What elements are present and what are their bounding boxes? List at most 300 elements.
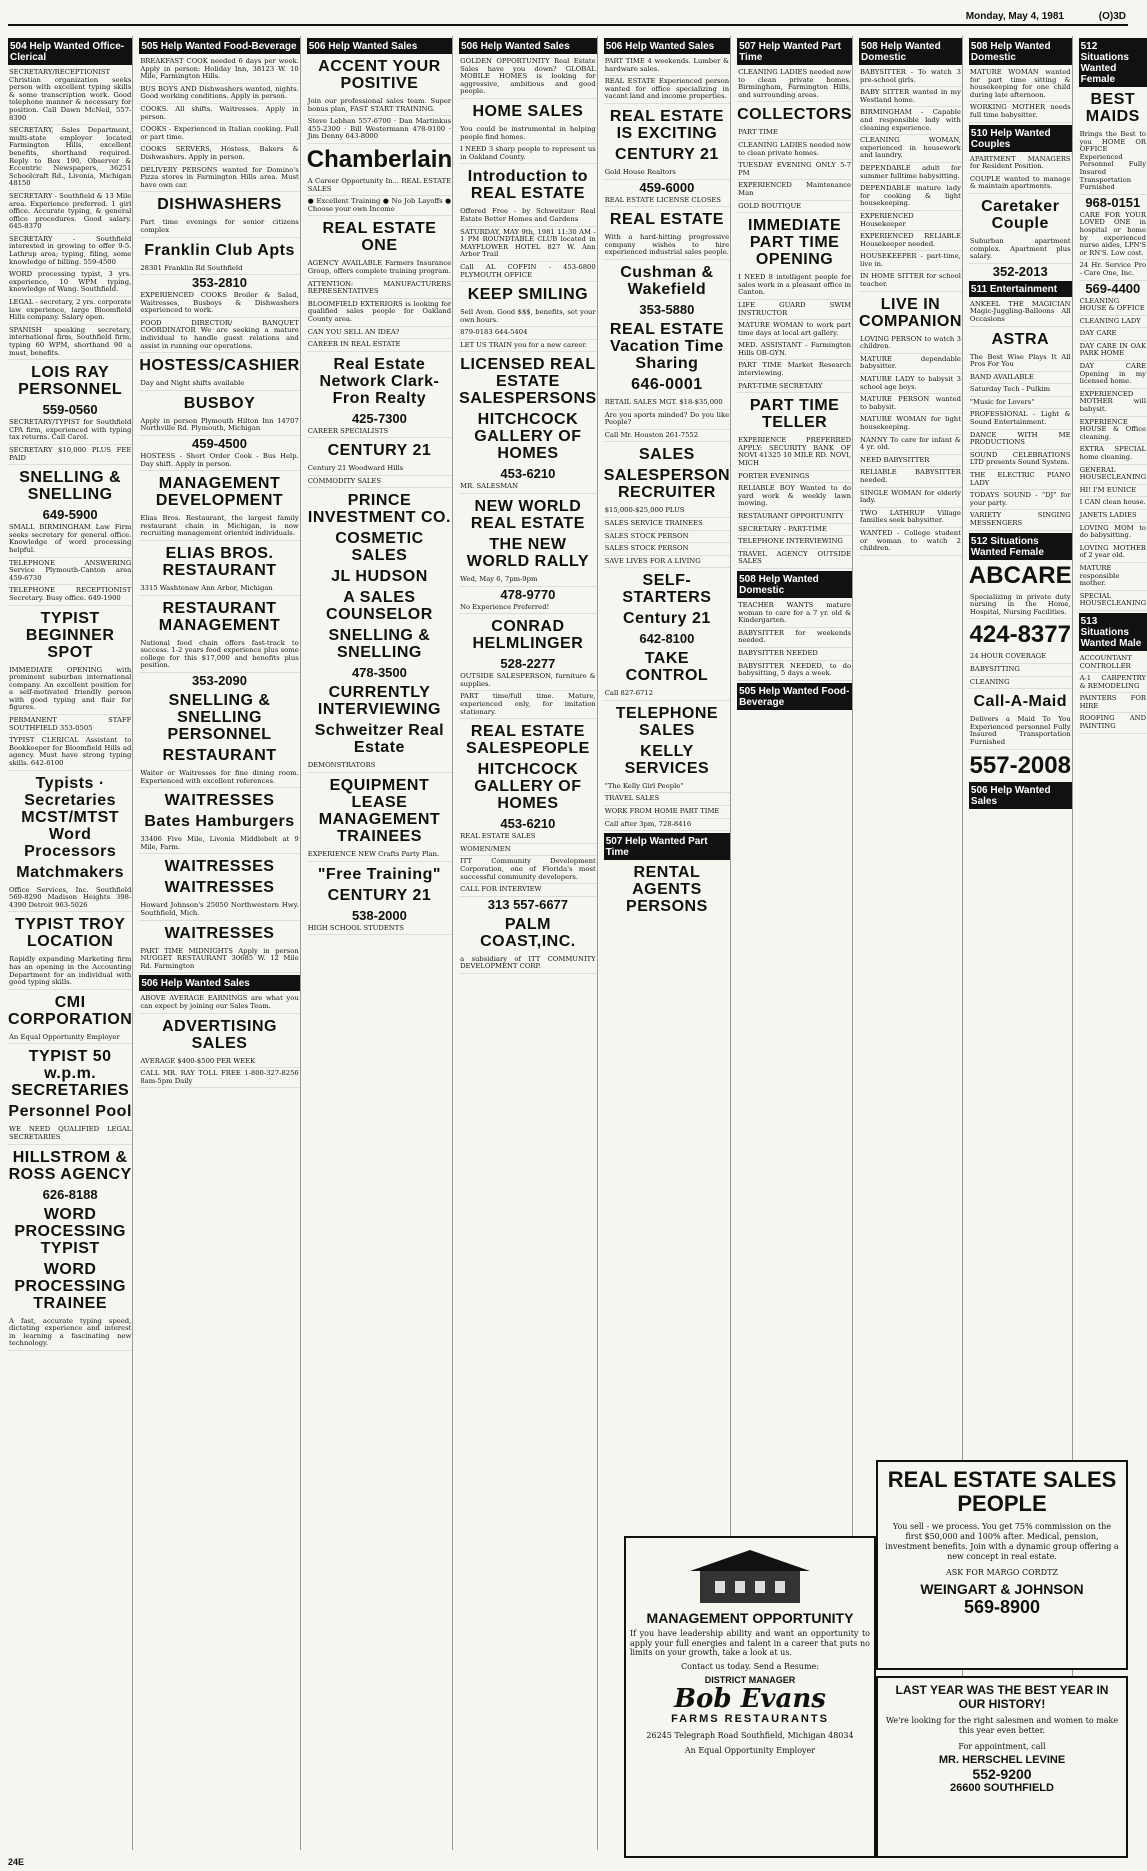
page-date: Monday, May 4, 1981	[965, 11, 1064, 22]
ad-phone: 425-7300	[351, 410, 407, 426]
classified-ad: PORTER EVENINGS	[737, 471, 852, 484]
classified-ad: DEPENDABLE adult for summer fulltime babysitting.	[859, 163, 962, 183]
ad-headline: COLLECTORS	[737, 106, 853, 124]
ad-phone: 642-8100	[639, 631, 695, 647]
classified-ad: Gold House Realtors	[604, 167, 730, 180]
classified-ad: TUESDAY EVENING ONLY 5-7 PM	[737, 160, 852, 180]
best-year-headline: LAST YEAR WAS THE BEST YEAR IN OUR HISTORY!	[895, 1683, 1109, 1711]
classified-ad: CLEANING LADIES needed now to clean private homes.	[737, 140, 852, 160]
classified-ad: SECRETARY - Southfield & 13 Mile area. Experience preferred. 1 girl office. Accurate typing, & general office procedures. Good salary. 645-8370	[8, 191, 132, 234]
classified-ad: LOVING MOM to do babysitting.	[1079, 523, 1147, 543]
classified-ad: ATTENTION: MANUFACTURERS REPRESENTATIVES	[307, 279, 452, 299]
classified-ad: CAN YOU SELL AN IDEA?	[307, 327, 452, 340]
ad-headline: Caretaker Couple	[981, 197, 1060, 232]
ad-headline: TYPIST BEGINNER SPOT	[25, 609, 115, 661]
restaurant-illustration	[680, 1546, 820, 1606]
classified-ad: BABYSITTER for weekends needed.	[737, 628, 852, 648]
ad-headline: Personnel Pool	[8, 1103, 132, 1121]
ad-headline: LICENSED REAL ESTATE SALESPERSONS	[459, 356, 597, 408]
classified-ad: Suburban apartment complex. Apartment plus salary.	[969, 236, 1072, 264]
ad-headline: TYPIST 50 w.p.m. SECRETARIES	[11, 1048, 130, 1100]
ad-headline: PRINCE INVESTMENT CO.	[307, 492, 451, 527]
classified-ad: HIGH SCHOOL STUDENTS	[307, 923, 452, 936]
ad-headline: EQUIPMENT LEASE MANAGEMENT TRAINEES	[318, 777, 441, 846]
classified-ad: IMMEDIATE OPENING with prominent suburban international company. An excellent position for a self-motivated friendly person with good typing and flair for figures.	[8, 665, 132, 716]
classified-ad: PART time/full time. Mature, experienced only, for imitation stationary.	[459, 691, 597, 719]
section-heading: 508 Help Wanted Domestic	[737, 571, 852, 598]
ad-headline: Call-A-Maid	[973, 693, 1067, 711]
ad-headline: RESTAURANT	[162, 746, 277, 764]
classified-ad: GOLD BOUTIQUE	[737, 201, 852, 214]
classified-ad: 3315 Washtenaw Ann Arbor, Michigan	[139, 583, 299, 596]
section-heading: 506 Help Wanted Sales	[459, 38, 597, 54]
section-heading: 505 Help Wanted Food-Beverage	[737, 683, 852, 710]
section-heading: 510 Help Wanted Couples	[969, 125, 1072, 152]
ad-headline: WAITRESSES	[164, 792, 275, 810]
best-year-body: We're looking for the right salesmen and women to make this year even better.	[885, 1716, 1119, 1735]
classified-ad: HI! I'M EUNICE	[1079, 485, 1147, 498]
classified-ad: SALES SERVICE TRAINEES	[604, 518, 730, 531]
classified-ad: BREAKFAST COOK needed 6 days per week. Apply in person: Holiday Inn, 38123 W. 10 Mile, Farmington Hills.	[139, 56, 299, 84]
classified-ad: TYPIST CLERICAL Assistant to Bookkeeper for Bloomfield Hills ad agency. Must have strong typing skills. 642-6100	[8, 735, 132, 770]
section-heading: 506 Help Wanted Sales	[969, 782, 1072, 809]
classified-ad: HOUSEKEEPER - part-time, live in.	[859, 251, 962, 271]
classified-column	[459, 36, 598, 1850]
ad-phone: 528-2277	[500, 656, 556, 672]
ad-headline: CENTURY 21	[615, 145, 719, 163]
ad-headline: THE NEW WORLD RALLY	[466, 536, 590, 571]
ad-phone: 478-9770	[500, 586, 556, 602]
classified-ad: COUPLE wanted to manage & maintain apartments.	[969, 174, 1072, 194]
ad-headline: COSMETIC SALES	[335, 530, 424, 565]
classified-ad: MR. SALESMAN	[459, 481, 597, 494]
classified-ad: Elias Bros. Restaurant, the largest family restaurant chain in Michigan, is now recruiting management oriented individuals.	[139, 513, 299, 541]
classified-ad: CLEANING LADIES needed now to clean private homes. Birmingham, Farmington Hills, and surrounding areas.	[737, 67, 852, 102]
bob-evans-logo-sub: FARMS RESTAURANTS	[671, 1712, 829, 1725]
classified-ad: LIFE GUARD SWIM INSTRUCTOR	[737, 300, 852, 320]
ad-headline: LOIS RAY PERSONNEL	[18, 364, 123, 399]
real-estate-company: WEINGART & JOHNSON	[920, 1581, 1084, 1597]
classified-ad: WOMEN/MEN	[459, 844, 597, 857]
best-year-name: MR. HERSCHEL LEVINE	[938, 1754, 1066, 1766]
classified-ad: SECRETARY, Sales Department, multi-state employer located Farmington Hills, excellent benefits, shorthand required. Reply to Box 190, Observer & Eccentric Newspapers, 36251 Schoolcraft Rd., Livonia, Michigan 48150	[8, 125, 132, 191]
best-year-address: 26600 SOUTHFIELD	[950, 1782, 1054, 1794]
classified-ad: WORK FROM HOME PART TIME	[604, 806, 730, 819]
classified-ad: MATURE dependable babysitter.	[859, 354, 962, 374]
section-heading: 506 Help Wanted Sales	[307, 38, 452, 54]
classified-ad: TELEPHONE INTERVIEWING	[737, 536, 852, 549]
classified-ad: PROFESSIONAL - Light & Sound Entertainment.	[969, 409, 1072, 429]
classified-ad: SMALL BIRMINGHAM Law Firm seeks secretary for general office. Knowledge of word processing helpful.	[8, 522, 132, 557]
classified-ad: TRAVEL SALES	[604, 793, 730, 806]
ad-phone: 538-2000	[351, 907, 407, 923]
ad-headline: KELLY SERVICES	[624, 742, 710, 777]
page-number: 24E	[8, 1857, 25, 1867]
classified-ad: Delivers a Maid To You Experienced personnel Fully Insured Transportation Furnished	[969, 714, 1072, 749]
ad-phone: 353-2090	[192, 672, 247, 688]
classified-ad: TEACHER WANTS mature woman to care for a 7 yr. old & Kindergarten.	[737, 600, 852, 628]
ad-phone: 313 557-6677	[487, 896, 569, 912]
classified-ad: BABYSITTER NEEDED	[737, 648, 852, 661]
bob-evans-body: If you have leadership ability and want an opportunity to apply your full energies and talent in a career that puts no limits on your growth, take a look at us.	[630, 1629, 870, 1657]
ad-headline: A SALES COUNSELOR	[326, 589, 433, 624]
ad-phone: 559-0560	[42, 402, 98, 418]
classified-ad: Century 21 Woodward Hills	[307, 463, 452, 476]
best-year-phone: 552-9200	[972, 1766, 1032, 1782]
classified-ad: ● Excellent Training ● No Job Layoffs ● Choose your own Income	[307, 196, 452, 216]
classified-ad: CALL MR. RAY TOLL FREE 1-800-327-8256 8am-5pm Daily	[139, 1068, 299, 1088]
best-year-contact: For appointment, call	[958, 1742, 1046, 1751]
classified-ad: Part time evenings for senior citizens complex	[139, 217, 299, 237]
classified-ad: CAREER SPECIALISTS	[307, 426, 452, 439]
section-heading: 512 Situations Wanted Female	[969, 533, 1072, 560]
bob-evans-contact: Contact us today. Send a Resume:	[681, 1661, 819, 1671]
ad-headline: IMMEDIATE PART TIME OPENING	[748, 217, 842, 269]
ad-phone: 478-3500	[351, 665, 407, 681]
classified-ad: With a hard-hitting progressive company wishes to hire experienced industrial sales people.	[604, 232, 730, 260]
classified-ad: SINGLE WOMAN for elderly lady.	[859, 488, 962, 508]
ad-headline: RENTAL AGENTS PERSONS	[626, 864, 708, 916]
classified-ad: PART-TIME SECRETARY	[737, 381, 852, 394]
classified-ad: EXPERIENCE PREFERRED APPLY: SECURITY BANK OF NOVI 41325 10 MILE RD. NOVI, MICH	[737, 435, 852, 470]
classified-ad: ITT Community Development Corporation, one of Florida's most successful community developers.	[459, 856, 597, 884]
ad-phone: 569-4400	[1085, 280, 1141, 296]
ad-headline: SALESPERSON RECRUITER	[603, 467, 731, 502]
ad-phone: 459-6000	[639, 179, 695, 195]
classified-ad: CALL FOR INTERVIEW	[459, 884, 597, 897]
classified-ad: SPANISH speaking secretary, international firm, Southfield firm, typing 60 WPM, shorthand 90 a must, benefits.	[8, 325, 132, 360]
bob-evans-headline: MANAGEMENT OPPORTUNITY	[646, 1610, 854, 1626]
classified-ad: EXTRA SPECIAL home cleaning.	[1079, 444, 1147, 464]
ad-headline: Cushman & Wakefield	[620, 263, 714, 298]
classified-ad: REAL ESTATE Experienced person wanted for office specializing in vacant land and income properties.	[604, 76, 730, 104]
classified-ad: 28301 Franklin Rd Southfield	[139, 263, 299, 276]
classified-ad: WANTED - College student or woman to watch 2 children.	[859, 528, 962, 556]
classified-ad: COOKS SERVERS, Hostess, Bakers & Dishwashers. Apply in person.	[139, 144, 299, 164]
classified-ad: EXPERIENCED Maintenance Man	[737, 180, 852, 200]
ad-headline: ACCENT YOUR POSITIVE	[318, 58, 441, 92]
ad-headline: RESTAURANT MANAGEMENT	[158, 599, 281, 634]
classified-ad: EXPERIENCED Housekeeper	[859, 211, 962, 231]
classified-ad: SECRETARY - Southfield interested in growing to offer 9-5. Lathrup area; typing, filing, some knowledge of billing. 559-4500	[8, 234, 132, 269]
classified-ad: Apply in person Plymouth Hilton Inn 14707 Northville Rd. Plymouth, Michigan	[139, 416, 299, 436]
classified-ad: BABYSITTING	[969, 664, 1072, 677]
section-heading: 513 Situations Wanted Male	[1079, 613, 1147, 651]
real-estate-feature-ad	[876, 1460, 1128, 1670]
ad-phone: 353-5880	[639, 301, 695, 317]
classified-ad: SAVE LIVES FOR A LIVING	[604, 556, 730, 569]
classified-ad: Sell Avon. Good $$$, benefits, set your own hours.	[459, 307, 597, 327]
classified-ad: Day and Night shifts available	[139, 378, 299, 391]
ad-headline: ELIAS BROS. RESTAURANT	[162, 545, 277, 579]
ad-headline: DISHWASHERS	[157, 196, 282, 214]
classified-ad: National food chain offers fast-track to success. 1-2 years food experience plus some college for this $17,000 and benefits plus position.	[139, 638, 299, 673]
classified-ad: SOUND CELEBRATIONS LTD presents Sound System.	[969, 450, 1072, 470]
ad-headline: HITCHCOCK GALLERY OF HOMES	[474, 761, 582, 813]
classified-ad: PART TIME	[737, 127, 852, 140]
ad-phone: 626-8188	[42, 1186, 98, 1202]
classified-ad: GOLDEN OPPORTUNITY Real Estate Sales have you down? GLOBAL MOBILE HOMES is looking for aggressive, ambitious and good people.	[459, 56, 597, 99]
classified-ad: MATURE PERSON wanted to babysit.	[859, 394, 962, 414]
ad-headline: 646-0001	[631, 375, 703, 393]
ad-phone: 968-0151	[1085, 194, 1141, 210]
classified-ad: BLOOMFIELD EXTERIORS is looking for qualified sales people for Oakland County area.	[307, 299, 452, 327]
classified-ad: SECRETARY/RECEPTIONIST Christian organization seeks person with excellent typing skills & some transcription work. Good telephone manner & necessary for position. Call Dawn McNeil, 557-8390	[8, 67, 132, 125]
classified-ad: I NEED 8 intelligent people for sales work in a pleasant office in Canton.	[737, 272, 852, 300]
classified-ad: BABYSITTER - To watch 3 pre-school girls.	[859, 67, 962, 87]
ad-headline: MANAGEMENT DEVELOPMENT	[155, 475, 284, 510]
ad-headline: REAL ESTATE SALESPEOPLE	[466, 723, 590, 758]
classified-ad: Saturday Tech - Pulkim	[969, 384, 1072, 397]
ad-headline: ABCARE	[968, 561, 1072, 589]
classified-ad: Wed, May 6, 7pm-9pm	[459, 574, 597, 587]
ad-headline: SELF-STARTERS	[622, 572, 712, 607]
classified-ad: PART TIME 4 weekends. Lumber & hardware sales.	[604, 56, 730, 76]
classified-ad: BIRMINGHAM - Capable and responsible lady with cleaning experience.	[859, 107, 962, 135]
classified-ad: BABYSITTER NEEDED, to do babysitting, 5 days a week.	[737, 661, 852, 681]
section-heading: 507 Help Wanted Part Time	[737, 38, 852, 65]
ad-headline: JL HUDSON	[331, 568, 428, 586]
real-estate-headline: REAL ESTATE SALES PEOPLE	[887, 1467, 1117, 1516]
best-year-ad	[876, 1676, 1128, 1858]
page-header	[8, 8, 1128, 26]
classified-ad: An Equal Opportunity Employer	[8, 1032, 132, 1045]
classified-ad: CLEANING HOUSE & OFFICE	[1079, 296, 1147, 316]
classified-ad: EXPERIENCED COOKS Broiler & Salad, Waitresses, Busboys & Dishwashers experienced to work.	[139, 290, 299, 318]
real-estate-contact: ASK FOR MARGO CORDTZ	[946, 1568, 1058, 1577]
classified-ad: 879-0183 644-5404	[459, 327, 597, 340]
classified-ad: TODAYS SOUND - "DJ" for your party.	[969, 490, 1072, 510]
classified-column	[139, 36, 300, 1850]
classified-ad: PAINTERS FOR HIRE	[1079, 693, 1147, 713]
classified-ad: LET US TRAIN you for a new career.	[459, 340, 597, 353]
classified-ad: DEPENDABLE mature lady for cooking & light housekeeping.	[859, 183, 962, 211]
classified-ad: Join our professional sales team. Super bonus plan, FAST START TRAINING.	[307, 96, 452, 116]
classified-ad: "The Kelly Girl People"	[604, 781, 730, 794]
ad-headline: KEEP SMILING	[467, 286, 589, 304]
classified-ad: 24 HOUR COVERAGE	[969, 651, 1072, 664]
classified-ad: AGENCY AVAILABLE Farmers Insurance Group, offers complete training program.	[307, 258, 452, 278]
classified-ad: Call Mr. Houston 261-7552	[604, 430, 730, 443]
ad-headline: REAL ESTATE IS EXCITING	[609, 107, 724, 142]
ad-headline: Schweitzer Real Estate	[314, 722, 445, 757]
classified-ad: RELIABLE BABYSITTER needed.	[859, 467, 962, 487]
ad-headline: WAITRESSES	[164, 879, 275, 897]
ad-headline: Introduction to REAL ESTATE	[467, 168, 589, 203]
ad-headline: HILLSTROM & ROSS AGENCY	[8, 1148, 132, 1183]
ad-phone: 459-4500	[192, 436, 247, 452]
classified-ad: PERMANENT STAFF SOUTHFIELD 353-0505	[8, 715, 132, 735]
classified-ad: CAREER IN REAL ESTATE	[307, 339, 452, 352]
classified-ad: EXPERIENCED MOTHER will babysit.	[1079, 389, 1147, 417]
classified-ad: APARTMENT MANAGERS for Resident Position.	[969, 154, 1072, 174]
classified-ad: SECRETARY - PART-TIME	[737, 524, 852, 537]
classified-ad: OUTSIDE SALESPERSON, furniture & supplies.	[459, 671, 597, 691]
classified-ad: BABY SITTER wanted in my Westland home.	[859, 87, 962, 107]
classified-ad: MATURE WOMAN wanted for part time sitting & housekeeping for one child during late afternoon.	[969, 67, 1072, 102]
classified-ad: CLEANING WOMAN, experienced in housework and laundry.	[859, 135, 962, 163]
ad-headline: NEW WORLD REAL ESTATE	[470, 498, 585, 533]
classified-ad: I NEED 3 sharp people to represent us in Oakland County.	[459, 144, 597, 164]
section-code: (O)3D	[1098, 11, 1126, 22]
classified-ad: VARIETY SINGING MESSENGERS	[969, 510, 1072, 530]
classified-ad: No Experience Preferred!	[459, 602, 597, 615]
classified-ad: I CAN clean house.	[1079, 497, 1147, 510]
bob-evans-eoe: An Equal Opportunity Employer	[684, 1745, 816, 1755]
ad-phone: 453-6210	[500, 816, 556, 832]
classified-ad: EXPERIENCED RELIABLE Housekeeper needed.	[859, 231, 962, 251]
ad-headline: WAITRESSES	[164, 858, 275, 876]
ad-headline: ADVERTISING SALES	[162, 1017, 277, 1052]
classified-ad: Waiter or Waitresses for fine dining room. Experienced with excellent references.	[139, 768, 299, 788]
ad-headline: Franklin Club Apts	[144, 241, 295, 259]
classified-ad: 33406 Five Mile, Livonia Middlebelt at 9 Mile, Farm.	[139, 834, 299, 854]
classified-column	[8, 36, 133, 1850]
classified-ad: SATURDAY, MAY 9th, 1981 11:30 AM - 1 PM ROUNDTABLE CLUB located in MAYFLOWER HOTEL 827 W. Ann Arbor Trail	[459, 227, 597, 262]
classified-ad: You could be instrumental in helping people find homes.	[459, 124, 597, 144]
ad-headline: PALM COAST,INC.	[480, 915, 576, 950]
ad-headline: HOME SALES	[472, 102, 584, 120]
classified-ad: PART TIME Market Research interviewing.	[737, 360, 852, 380]
classified-ad: Offered Free - by Schweitzer Real Estate Better Homes and Gardens	[459, 206, 597, 226]
classified-ad: "Music for Lovers"	[969, 397, 1072, 410]
classified-ad: DEMONSTRATORS	[307, 760, 452, 773]
classified-ad: EXPERIENCE NEW Crafts Party Plan.	[307, 849, 452, 862]
classified-ad: RELIABLE BOY Wanted to do yard work & weekly lawn mowing.	[737, 483, 852, 511]
ad-headline: HITCHCOCK GALLERY OF HOMES	[474, 411, 582, 463]
classified-ad: ABOVE AVERAGE EARNINGS are what you can expect by joining our Sales Team.	[139, 993, 299, 1013]
ad-headline: 557-2008	[969, 751, 1071, 779]
ad-headline: SNELLING & SNELLING PERSONNEL	[167, 691, 272, 743]
bob-evans-logo: Bob Evans	[674, 1683, 826, 1714]
ad-headline: WORD PROCESSING TRAINEE	[14, 1260, 126, 1312]
classified-ad: MATURE responsible mother.	[1079, 563, 1147, 591]
classified-ad: DAY CARE	[1079, 328, 1147, 341]
classified-ad: ROOFING AND PAINTING	[1079, 713, 1147, 733]
classified-ad: 24 Hr. Service Pro - Care One, Inc.	[1079, 260, 1147, 280]
classified-ad: NEED BABYSITTER	[859, 455, 962, 468]
ad-headline: TAKE CONTROL	[625, 650, 709, 685]
classified-ad: MATURE LADY to babysit 3 school age boys.	[859, 374, 962, 394]
classified-ad: HOSTESS - Short Order Cook - Bus Help. Day shift. Apply in person.	[139, 451, 299, 471]
classified-ad: THE ELECTRIC PIANO LADY	[969, 470, 1072, 490]
classified-ad: BAND AVAILABLE	[969, 372, 1072, 385]
ad-headline: "Free Training"	[317, 865, 441, 883]
section-heading: 504 Help Wanted Office-Clerical	[8, 38, 132, 65]
classified-ad: PART TIME MIDNIGHTS Apply in person NUGGET RESTAURANT 30685 W. 12 Mile Rd. Farmington	[139, 946, 299, 974]
section-heading: 506 Help Wanted Sales	[604, 38, 730, 54]
classified-ad: LOVING MOTHER of 2 year old.	[1079, 543, 1147, 563]
ad-headline: Century 21	[623, 610, 711, 628]
classified-ad: WORKING MOTHER needs full time babysitter.	[969, 102, 1072, 122]
classified-ad: Rapidly expanding Marketing firm has an opening in the Accounting Department for an individual with good typing skills.	[8, 954, 132, 989]
ad-headline: CURRENTLY INTERVIEWING	[317, 684, 441, 719]
classified-ad: IN HOME SITTER for school teacher.	[859, 271, 962, 291]
classified-ad: CLEANING	[969, 677, 1072, 690]
classified-ad: Call after 3pm, 728-8416	[604, 819, 730, 832]
classified-ad: DAY CARE IN OAK PARK HOME	[1079, 341, 1147, 361]
classified-ad: SPECIAL HOUSECLEANING	[1079, 591, 1147, 611]
classified-ad: ANKEEL THE MAGICIAN Magic-Juggling-Balloons All Occasions	[969, 299, 1072, 327]
ad-headline: SNELLING & SNELLING	[19, 469, 122, 504]
classified-ad: JANETS LADIES	[1079, 510, 1147, 523]
section-heading: 508 Help Wanted Domestic	[859, 38, 962, 65]
classified-ad: REAL ESTATE LICENSE CLOSES	[604, 195, 730, 208]
ad-headline: REAL ESTATE	[609, 211, 724, 229]
classified-ad: SECRETARY/TYPIST for Southfield CPA firm, experienced with typing tax returns. Call Carol.	[8, 417, 132, 445]
classified-ad: A-1 CARPENTRY & REMODELING	[1079, 673, 1147, 693]
classified-ad: TWO LATHRUP Village families seek babysitter.	[859, 508, 962, 528]
classified-ad: WE NEED QUALIFIED LEGAL SECRETARIES	[8, 1124, 132, 1144]
classified-ad: Are you sports minded? Do you like People?	[604, 410, 730, 430]
classified-ad: SALES STOCK PERSON	[604, 543, 730, 556]
real-estate-phone: 569-8900	[963, 1597, 1041, 1617]
classified-ad: TRAVEL AGENCY OUTSIDE SALES	[737, 549, 852, 569]
classified-ad: Brings the Best to you HOME OR OFFICE Experienced Personnel Fully Insured Transportation Furnished	[1079, 129, 1147, 195]
ad-headline: REAL ESTATE Vacation Time Sharing	[609, 320, 724, 372]
ad-headline: BUSBOY	[183, 394, 256, 412]
ad-headline: REAL ESTATE ONE	[322, 220, 437, 255]
ad-phone: 352-2013	[992, 263, 1048, 279]
classified-ad: SECRETARY $10,000 PLUS FEE PAID	[8, 445, 132, 465]
classified-column	[307, 36, 453, 1850]
classified-ad: COMMODITY SALES	[307, 476, 452, 489]
classified-ad: LEGAL - secretary, 2 yrs. corporate law experience, large Bloomfield Hills company. Salary open.	[8, 297, 132, 325]
real-estate-body: You sell - we process. You get 75% commission on the first $50,000 and 100% after. Medical, pension, investment benefits. Join with a dynamic group offering a new concept in real estate.	[885, 1522, 1119, 1561]
ad-headline: Bates Hamburgers	[144, 813, 295, 831]
classified-ad: COOKS - Experienced in Italian cooking. Full or part time.	[139, 124, 299, 144]
classified-ad: NANNY To care for infant & 4 yr. old.	[859, 435, 962, 455]
classified-ad: MATURE WOMAN to work part time days at local art gallery.	[737, 320, 852, 340]
classified-ad: TELEPHONE ANSWERING Service Plymouth-Canton area 459-6730	[8, 558, 132, 586]
ad-headline: Typists · Secretaries MCST/MTST Word Processors	[21, 774, 120, 860]
section-heading: 508 Help Wanted Domestic	[969, 38, 1072, 65]
section-heading: 512 Situations Wanted Female	[1079, 38, 1147, 87]
ad-headline: CENTURY 21	[327, 442, 432, 460]
classified-ad: REAL ESTATE SALES	[459, 831, 597, 844]
classified-ad: Office Services, Inc. Southfield 569-8290 Madison Heights 398-4390 Detroit 963-5026	[8, 885, 132, 913]
classified-ad: WORD processing typist, 3 yrs. experience, 10 WPM typing, knowledge of Wang. Southfield.	[8, 269, 132, 297]
classified-ad: Steve Lebhan 557-6700 · Dan Martinkus 455-2300 · Bill Westermann 478-9100 · Jim Denny 643-8000	[307, 116, 452, 144]
classified-ad: RESTAURANT OPPORTUNITY	[737, 511, 852, 524]
classified-ad: TELEPHONE RECEPTIONIST Secretary. Busy office. 649-1900	[8, 585, 132, 605]
ad-headline: WAITRESSES	[164, 924, 275, 942]
ad-headline: TYPIST TROY LOCATION	[14, 916, 126, 951]
classified-ad: ACCOUNTANT CONTROLLER	[1079, 653, 1147, 673]
classified-ad: A fast, accurate typing speed, dictating experience and interest in learning a fascinating new technology.	[8, 1316, 132, 1351]
ad-headline: ASTRA	[991, 330, 1050, 348]
classified-ad: a subsidiary of ITT COMMUNITY DEVELOPMENT CORP.	[459, 954, 597, 974]
ad-phone: 649-5900	[42, 507, 98, 523]
classified-ad: COOKS. All shifts. Waitresses. Apply in person.	[139, 104, 299, 124]
classified-ad: CLEANING LADY	[1079, 316, 1147, 329]
section-heading: 506 Help Wanted Sales	[139, 975, 299, 991]
classified-ad: SALES STOCK PERSON	[604, 531, 730, 544]
classified-ad: A Career Opportunity In... REAL ESTATE SALES	[307, 176, 452, 196]
classified-ad: RETAIL SALES MGT. $18-$35,000	[604, 397, 730, 410]
ad-headline: BEST MAIDS	[1085, 91, 1140, 125]
ad-phone: 353-2810	[192, 275, 247, 291]
classified-ad: Howard Johnson's 25050 Northwestern Hwy. Southfield, Mich.	[139, 900, 299, 920]
ad-headline: CONRAD HELMLINGER	[472, 618, 584, 653]
ad-headline: 424-8377	[969, 621, 1071, 649]
ad-headline: Chamberlain	[306, 145, 453, 173]
ad-headline: LIVE IN COMPANION	[859, 295, 962, 330]
classified-ad: The Best Wise Plays It All Pros For You	[969, 352, 1072, 372]
classified-ad: FOOD DIRECTOR/ BANQUET COORDINATOR We are seeking a mature individual to handle guest relations and assist in running our operations.	[139, 318, 299, 353]
classified-ad: DANCE WITH ME PRODUCTIONS	[969, 430, 1072, 450]
ad-headline: Matchmakers	[16, 863, 125, 881]
